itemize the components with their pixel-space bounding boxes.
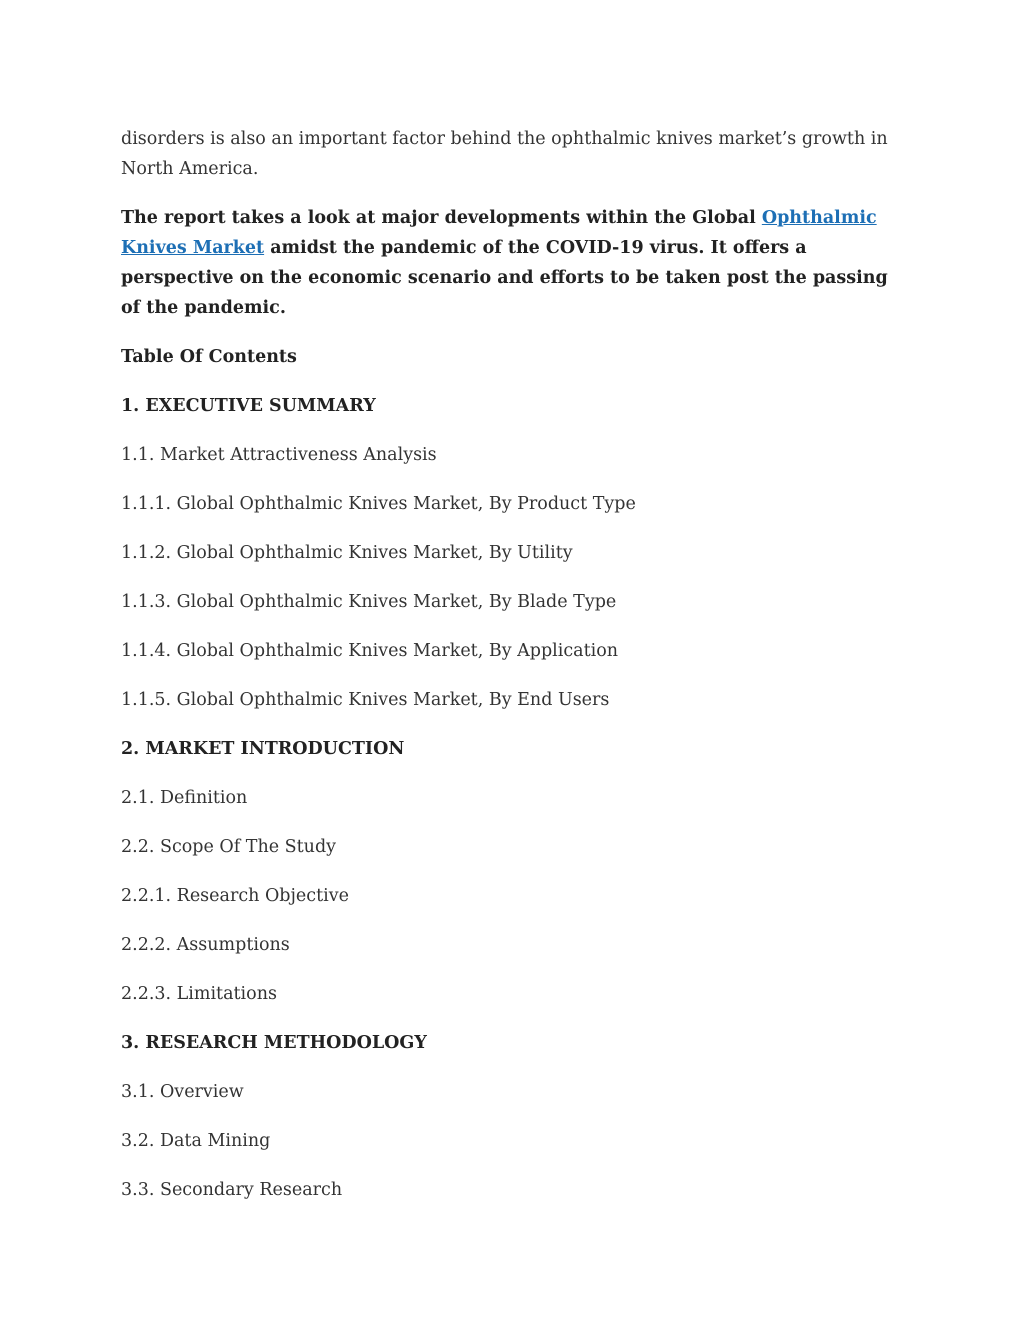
toc-item: 2.2.2. Assumptions bbox=[121, 935, 290, 955]
toc-section-heading: 2. MARKET INTRODUCTION bbox=[121, 739, 405, 759]
toc-item: 3.3. Secondary Research bbox=[121, 1180, 343, 1200]
toc-item: 1.1.4. Global Ophthalmic Knives Market, By Application bbox=[121, 641, 619, 661]
toc-item: 3.1. Overview bbox=[121, 1082, 244, 1102]
toc-item: 1.1.1. Global Ophthalmic Knives Market, By Product Type bbox=[121, 494, 636, 514]
ophthalmic-knives-market-link[interactable]: Ophthalmic Knives Market bbox=[121, 208, 877, 258]
toc-list bbox=[121, 391, 911, 1205]
summary-text-before-link: The report takes a look at major developments within the Global bbox=[121, 208, 762, 228]
toc-title: Table Of Contents bbox=[121, 347, 297, 367]
toc-item: 1.1. Market Attractiveness Analysis bbox=[121, 445, 437, 465]
toc-item: 1.1.2. Global Ophthalmic Knives Market, By Utility bbox=[121, 543, 573, 563]
toc-item: 2.1. Definition bbox=[121, 788, 248, 808]
toc-item: 1.1.5. Global Ophthalmic Knives Market, By End Users bbox=[121, 690, 610, 710]
toc-section-heading: 1. EXECUTIVE SUMMARY bbox=[121, 396, 376, 416]
intro-paragraph: disorders is also an important factor behind the ophthalmic knives market’s growth in North America. bbox=[121, 129, 888, 179]
summary-paragraph bbox=[121, 203, 911, 323]
toc-item: 2.2.3. Limitations bbox=[121, 984, 277, 1004]
toc-item: 2.2. Scope Of The Study bbox=[121, 837, 337, 857]
toc-item: 3.2. Data Mining bbox=[121, 1131, 271, 1151]
toc-item: 1.1.3. Global Ophthalmic Knives Market, By Blade Type bbox=[121, 592, 617, 612]
toc-item: 2.2.1. Research Objective bbox=[121, 886, 349, 906]
toc-section-heading: 3. RESEARCH METHODOLOGY bbox=[121, 1033, 427, 1053]
document-page bbox=[121, 124, 911, 1224]
summary-text-after-link: amidst the pandemic of the COVID-19 virus. It offers a perspective on the economic scenario and efforts to be taken post the passing of the pandemic. bbox=[121, 238, 888, 318]
